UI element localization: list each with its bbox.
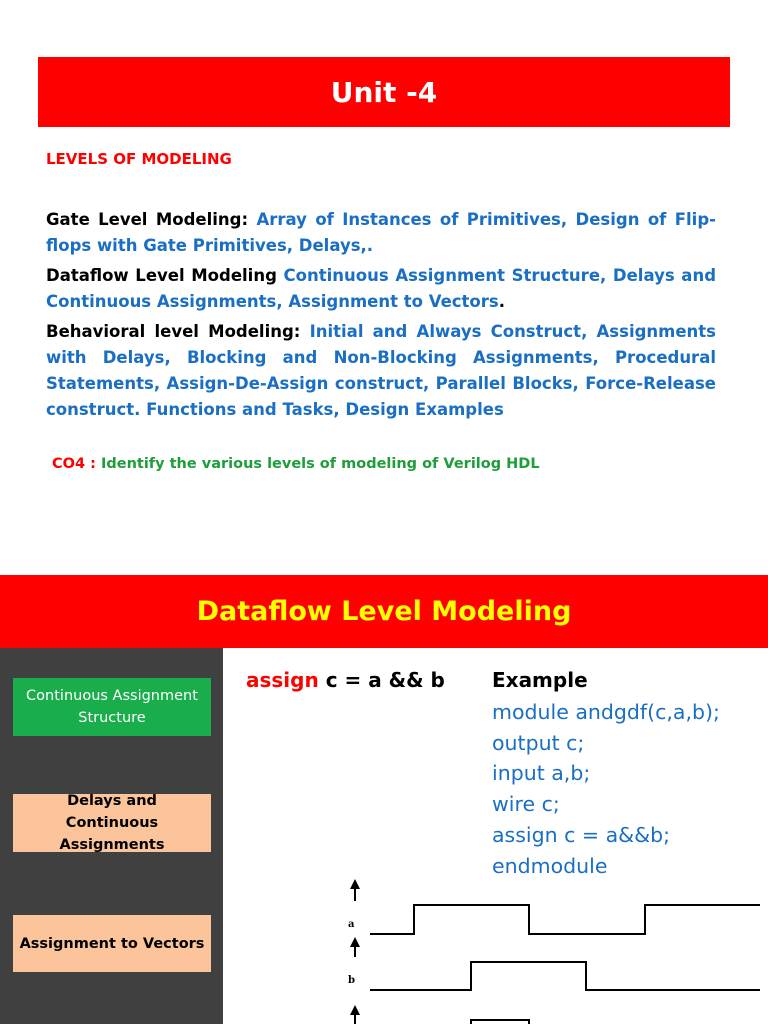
signal-c bbox=[350, 1005, 529, 1024]
side-box-continuous-assignment: Continuous Assignment Structure bbox=[13, 678, 211, 736]
code-line: input a,b; bbox=[492, 761, 591, 786]
assign-expression: c = a && b bbox=[325, 668, 445, 692]
example-title: Example bbox=[492, 668, 588, 692]
timing-diagram bbox=[340, 875, 768, 1024]
code-line: module andgdf(c,a,b); bbox=[492, 700, 720, 724]
topic-behavioral-level bbox=[46, 319, 716, 423]
co4-text: Identify the various levels of modeling of Verilog HDL bbox=[100, 456, 540, 472]
side-box-delays: Delays and Continuous Assignments bbox=[13, 794, 211, 852]
topic-title: Dataflow Level Modeling bbox=[46, 266, 277, 285]
topic-desc: Continuous Assignment Structure, Delays and Continuous Assignments, Assignment to Vectors bbox=[46, 266, 717, 311]
levels-heading: LEVELS OF MODELING bbox=[46, 150, 232, 168]
signal-b-label: b bbox=[348, 975, 355, 986]
signal-a bbox=[348, 879, 760, 934]
unit-title: Unit -4 bbox=[330, 75, 438, 109]
code-line: output c; bbox=[492, 730, 585, 755]
dataflow-title: Dataflow Level Modeling bbox=[196, 596, 572, 627]
code-line: endmodule bbox=[492, 853, 608, 878]
code-block bbox=[492, 697, 720, 881]
unit-title-banner bbox=[38, 57, 730, 127]
co4-label: CO4 : bbox=[52, 456, 96, 472]
topics-list bbox=[46, 207, 716, 427]
topic-title: Gate Level Modeling: bbox=[46, 210, 249, 229]
side-panel bbox=[0, 648, 223, 1024]
code-line: wire c; bbox=[492, 792, 560, 817]
topic-desc: Initial and Always Construct, Assignments with Delays, Blocking and Non-Blocking Assignments, Procedural Statements, Assign-De-Assign construct, Parallel Blocks, Force-Release construct. Functions and Tasks, Design Examples bbox=[46, 322, 716, 419]
side-box-vectors: Assignment to Vectors bbox=[13, 915, 211, 972]
topic-dataflow-level bbox=[46, 263, 716, 315]
topic-gate-level bbox=[46, 207, 716, 259]
code-line: assign c = a&&b; bbox=[492, 822, 671, 847]
assign-keyword: assign bbox=[246, 668, 319, 692]
signal-a-label: a bbox=[348, 919, 355, 930]
signal-b bbox=[348, 937, 760, 990]
topic-title: Behavioral level Modeling: bbox=[46, 322, 301, 341]
course-outcome bbox=[52, 456, 540, 472]
dataflow-title-banner bbox=[0, 575, 768, 648]
assign-statement bbox=[246, 668, 445, 692]
topic-desc: Array of Instances of Primitives, Design of Flip-flops with Gate Primitives, Delays,. bbox=[46, 210, 716, 255]
dataflow-slide bbox=[0, 575, 768, 1024]
topic-tail: . bbox=[498, 292, 506, 311]
